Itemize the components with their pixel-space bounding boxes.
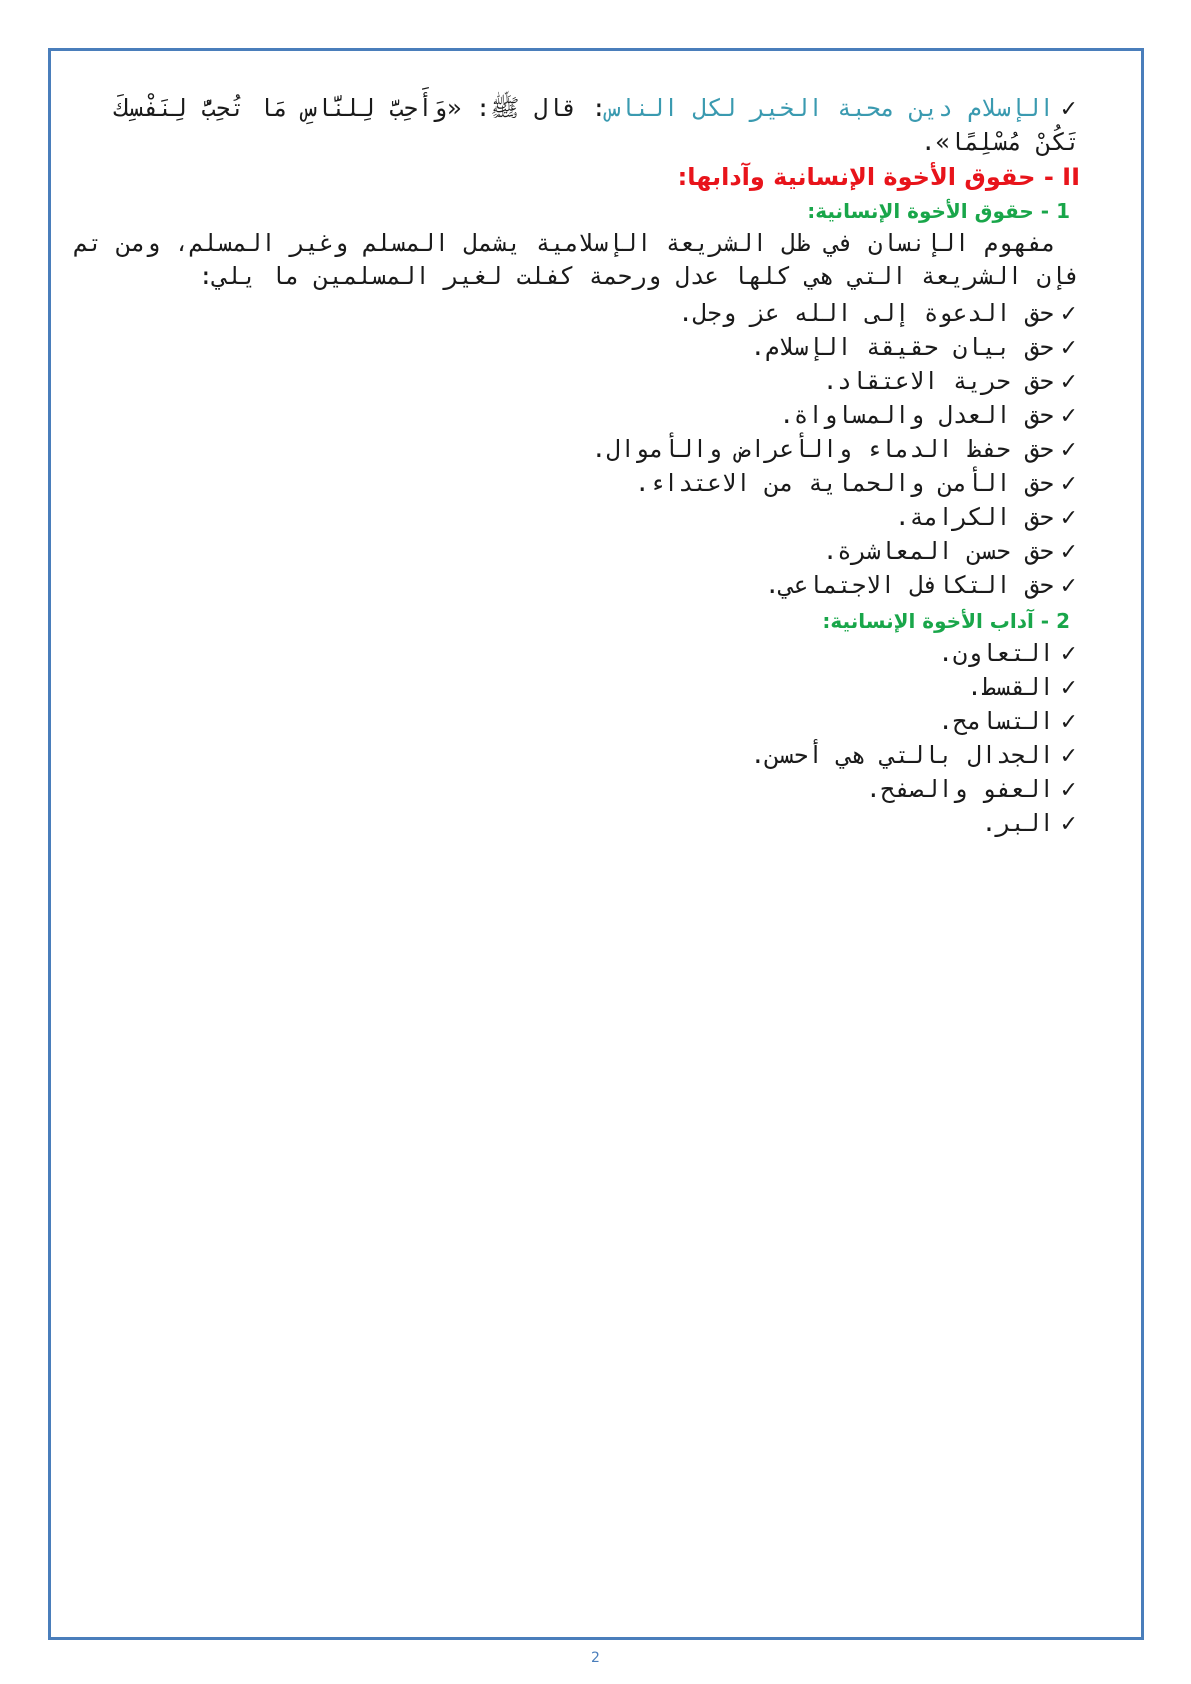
rights-list-item-text: حق العدل والمساواة. — [779, 401, 1054, 429]
checkmark-icon: ✓ — [1059, 812, 1080, 837]
manners-list-item-text: التعاون. — [938, 639, 1054, 667]
rights-list-item-text: حق حسن المعاشرة. — [822, 537, 1054, 565]
intro-highlight: الإسلام دين محبة الخير لكل الناس — [606, 94, 1054, 122]
checkmark-icon: ✓ — [1059, 302, 1080, 327]
section-heading: II - حقوق الأخوة الإنسانية وآدابها: — [677, 163, 1080, 191]
manners-list-item-text: البر. — [981, 809, 1054, 837]
manners-list-item-text: التسامح. — [938, 707, 1054, 735]
intro-bullet — [70, 92, 1080, 159]
manners-list-item-text: القسط. — [967, 673, 1054, 701]
manners-list — [70, 637, 1080, 841]
rights-list-item — [70, 365, 1080, 399]
rights-list-item-text: حق الأمن والحماية من الاعتداء. — [634, 469, 1054, 497]
page-content — [70, 92, 1080, 841]
manners-list-item — [70, 705, 1080, 739]
manners-list-item-text: الجدال بالتي هي أحسن. — [750, 741, 1054, 769]
manners-list-item — [70, 773, 1080, 807]
rights-list-item-text: حق حرية الاعتقاد. — [822, 367, 1054, 395]
rights-list-item — [70, 399, 1080, 433]
subsection-2-heading: 2 - آداب الأخوة الإنسانية: — [822, 609, 1070, 633]
manners-list-item-text: العفو والصفح. — [866, 775, 1054, 803]
rights-list-item — [70, 433, 1080, 467]
page-number: 2 — [591, 1650, 600, 1666]
checkmark-icon: ✓ — [1059, 710, 1080, 735]
checkmark-icon: ✓ — [1059, 676, 1080, 701]
rights-list-item-text: حق التكافل الاجتماعي. — [765, 571, 1054, 599]
manners-list-item — [70, 637, 1080, 671]
subsection-1-paragraph: مفهوم الإنسان في ظل الشريعة الإسلامية يشمل المسلم وغير المسلم، ومن تم فإن الشريعة التي هي كلها عدل ورحمة كفلت لغير المسلمين ما يلي: — [73, 229, 1080, 290]
checkmark-icon: ✓ — [1059, 506, 1080, 531]
checkmark-icon: ✓ — [1059, 370, 1080, 395]
rights-list-item-text: حق الكرامة. — [895, 503, 1054, 531]
rights-list-item-text: حق الدعوة إلى الله عز وجل. — [678, 299, 1054, 327]
checkmark-icon: ✓ — [1059, 642, 1080, 667]
rights-list — [70, 297, 1080, 603]
rights-list-item — [70, 467, 1080, 501]
rights-list-item — [70, 331, 1080, 365]
rights-list-item — [70, 297, 1080, 331]
subsection-1-heading: 1 - حقوق الأخوة الإنسانية: — [807, 199, 1070, 223]
checkmark-icon: ✓ — [1059, 404, 1080, 429]
rights-list-item-text: حق بيان حقيقة الإسلام. — [750, 333, 1054, 361]
rights-list-item — [70, 501, 1080, 535]
checkmark-icon: ✓ — [1059, 438, 1080, 463]
manners-list-item — [70, 671, 1080, 705]
checkmark-icon: ✓ — [1059, 472, 1080, 497]
checkmark-icon: ✓ — [1059, 778, 1080, 803]
checkmark-icon: ✓ — [1059, 97, 1080, 122]
checkmark-icon: ✓ — [1059, 744, 1080, 769]
intro-text: : قال ﷺ: «وَأَحِبَّ لِلنَّاسِ مَا تُحِبُّ لِنَفْسِكَ تَكُنْ مُسْلِمًا». — [114, 94, 1080, 156]
rights-list-item — [70, 569, 1080, 603]
checkmark-icon: ✓ — [1059, 574, 1080, 599]
rights-list-item — [70, 535, 1080, 569]
rights-list-item-text: حق حفظ الدماء والأعراض والأموال. — [591, 435, 1054, 463]
manners-list-item — [70, 807, 1080, 841]
manners-list-item — [70, 739, 1080, 773]
checkmark-icon: ✓ — [1059, 336, 1080, 361]
checkmark-icon: ✓ — [1059, 540, 1080, 565]
